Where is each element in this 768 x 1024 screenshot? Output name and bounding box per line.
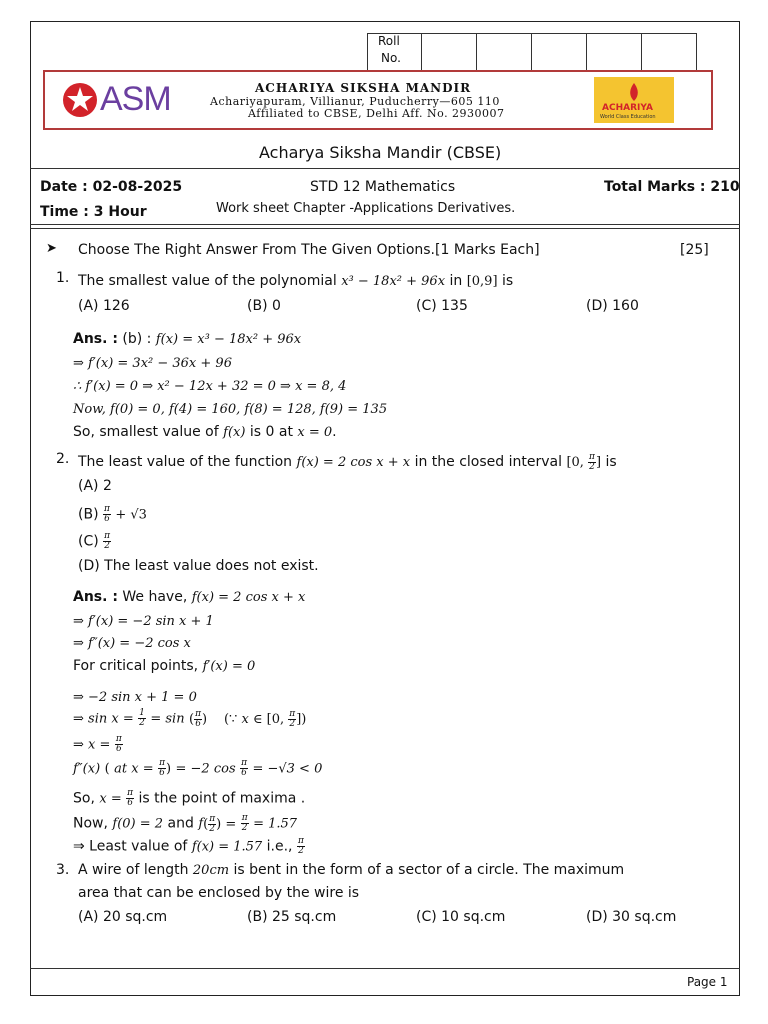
option-c: (C) $\frac{\pi}{2}$: [78, 531, 111, 551]
option-a: (A) 2: [78, 478, 112, 494]
school-name-caps: ACHARIYA SIKSHA MANDIR: [255, 81, 472, 95]
roll-no-label: No.: [381, 51, 401, 65]
total-marks: Total Marks : 210: [604, 179, 740, 195]
achariya-logo-text: ACHARIYA: [602, 103, 653, 113]
star-logo-icon: [60, 80, 104, 120]
solution-line: So, x = $\frac{\pi}{6}$ is the point of maxima .: [73, 788, 306, 808]
question-3-stem: A wire of length 20cm is bent in the form of a sector of a circle. The maximum: [78, 862, 625, 878]
option-d: (D) The least value does not exist.: [78, 558, 319, 574]
divider: [30, 224, 740, 225]
question-2-stem: The least value of the function f(x) = 2 cos x + x in the closed interval [0, $\frac{\pi}{2}$ ] is: [78, 452, 617, 472]
solution-line: Now, f(0) = 0, f(4) = 160, f(8) = 128, f(9) = 135: [73, 402, 388, 417]
option-b: (B) 0: [247, 298, 281, 314]
solution-conclusion: So, smallest value of f(x) is 0 at x = 0.: [73, 424, 337, 440]
page-number: Page 1: [687, 975, 728, 989]
exam-time: Time : 3 Hour: [40, 204, 147, 220]
footer-divider: [30, 968, 740, 969]
option-c: (C) 10 sq.cm: [416, 909, 506, 925]
solution-line: ⇒ x = $\frac{\pi}{6}$: [73, 734, 122, 754]
asm-logo-text: ASM: [100, 80, 171, 118]
section-instruction: Choose The Right Answer From The Given Options.[1 Marks Each]: [78, 242, 540, 258]
option-a: (A) 126: [78, 298, 130, 314]
divider: [30, 228, 740, 229]
answer-1: Ans. : (b) : f(x) = x³ − 18x² + 96x: [73, 331, 302, 347]
section-marks: [25]: [680, 242, 709, 258]
option-d: (D) 160: [586, 298, 639, 314]
solution-line: Now, f(0) = 2 and f( $\frac{\pi}{2}$ ) = $\frac{\pi}{2}$ = 1.57: [73, 813, 298, 834]
option-b: (B) $\frac{\pi}{6}$ + √3: [78, 504, 147, 524]
answer-2: Ans. : We have, f(x) = 2 cos x + x: [73, 589, 306, 605]
exam-subject: STD 12 Mathematics: [310, 179, 456, 195]
achariya-logo: [594, 77, 674, 123]
question-1-stem: The smallest value of the polynomial x³ − 18x² + 96x in [0,9] is: [78, 273, 514, 289]
divider: [30, 168, 740, 169]
school-address: Achariyapuram, Villianur, Puducherry—605 110: [210, 95, 500, 108]
solution-line: ⇒ Least value of f(x) = 1.57 i.e., $\frac{\pi}{2}$: [73, 836, 304, 856]
answer-label: Ans. :: [73, 589, 118, 605]
exam-date: Date : 02-08-2025: [40, 179, 183, 195]
solution-line: ⇒ sin x = $\frac{1}{2}$ = sin ( $\frac{\pi}{6}$ ) (∵ x ∈ [0, $\frac{\pi}{2}$ ]): [73, 708, 307, 729]
question-number: 3.: [56, 862, 70, 878]
solution-line: ⇒ f′(x) = −2 sin x + 1: [73, 614, 214, 629]
solution-line: f″(x) ( at x = $\frac{\pi}{6}$ ) = −2 cos $\frac{\pi}{6}$ = −√3 < 0: [73, 758, 323, 778]
solution-line: ⇒ f″(x) = −2 cos x: [73, 636, 191, 651]
section-bullet: ➤: [46, 241, 57, 256]
asm-logo: [60, 80, 104, 124]
option-b: (B) 25 sq.cm: [247, 909, 337, 925]
roll-label: Roll: [378, 34, 400, 48]
option-c: (C) 135: [416, 298, 468, 314]
question-3-stem-cont: area that can be enclosed by the wire is: [78, 885, 360, 901]
solution-line: For critical points, f′(x) = 0: [73, 658, 256, 674]
question-number: 1.: [56, 270, 70, 286]
achariya-logo-sub: World Class Education: [600, 114, 656, 120]
solution-line: ⇒ f′(x) = 3x² − 36x + 96: [73, 356, 232, 371]
solution-line: ⇒ −2 sin x + 1 = 0: [73, 690, 197, 705]
school-affiliation: Affiliated to CBSE, Delhi Aff. No. 2930007: [248, 107, 505, 120]
question-number: 2.: [56, 451, 70, 467]
worksheet-title: Work sheet Chapter -Applications Derivatives.: [216, 201, 516, 216]
option-a: (A) 20 sq.cm: [78, 909, 168, 925]
solution-line: ∴ f′(x) = 0 ⇒ x² − 12x + 32 = 0 ⇒ x = 8, 4: [73, 379, 347, 394]
page-title: Acharya Siksha Mandir (CBSE): [259, 143, 502, 162]
answer-label: Ans. :: [73, 331, 118, 347]
option-d: (D) 30 sq.cm: [586, 909, 677, 925]
